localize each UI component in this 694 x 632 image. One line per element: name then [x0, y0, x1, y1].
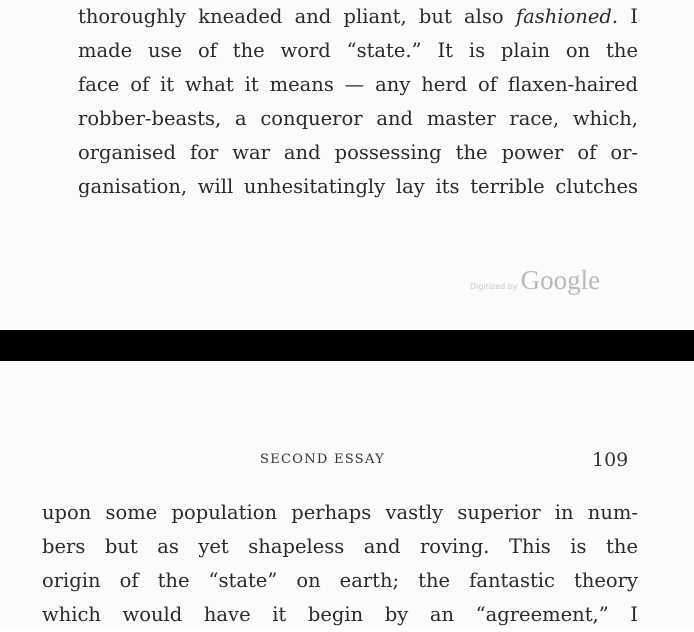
text-line: face of it what it means — any herd of flaxen-haired [78, 73, 638, 96]
running-head: SECOND ESSAY [260, 452, 386, 467]
text-line: origin of the “state” on earth; the fantastic theory [42, 569, 638, 592]
scan-page-gap [0, 330, 694, 361]
italic-word: fashioned. [515, 5, 619, 28]
text-line: ganisation, will unhesitatingly lay its terrible clutches [78, 175, 638, 198]
digitized-by-google-watermark [470, 265, 600, 296]
page-number: 109 [592, 449, 629, 471]
lower-page-text [42, 496, 638, 632]
text-line: thoroughly kneaded and pliant, but also fashioned. I [78, 5, 638, 28]
upper-page-text [78, 0, 638, 204]
text-line: which would have it begin by an “agreement,” I [42, 603, 638, 626]
watermark-prefix: Digitized by [470, 282, 518, 291]
watermark-brand: Google [520, 265, 601, 295]
text-line: upon some population perhaps vastly superior in num- [42, 501, 638, 524]
text-line: robber-beasts, a conqueror and master race, which, [78, 107, 638, 130]
text-line: bers but as yet shapeless and roving. This is the [42, 535, 638, 558]
text-line: organised for war and possessing the power of or- [78, 141, 638, 164]
text-line: made use of the word “state.” It is plain on the [78, 39, 638, 62]
